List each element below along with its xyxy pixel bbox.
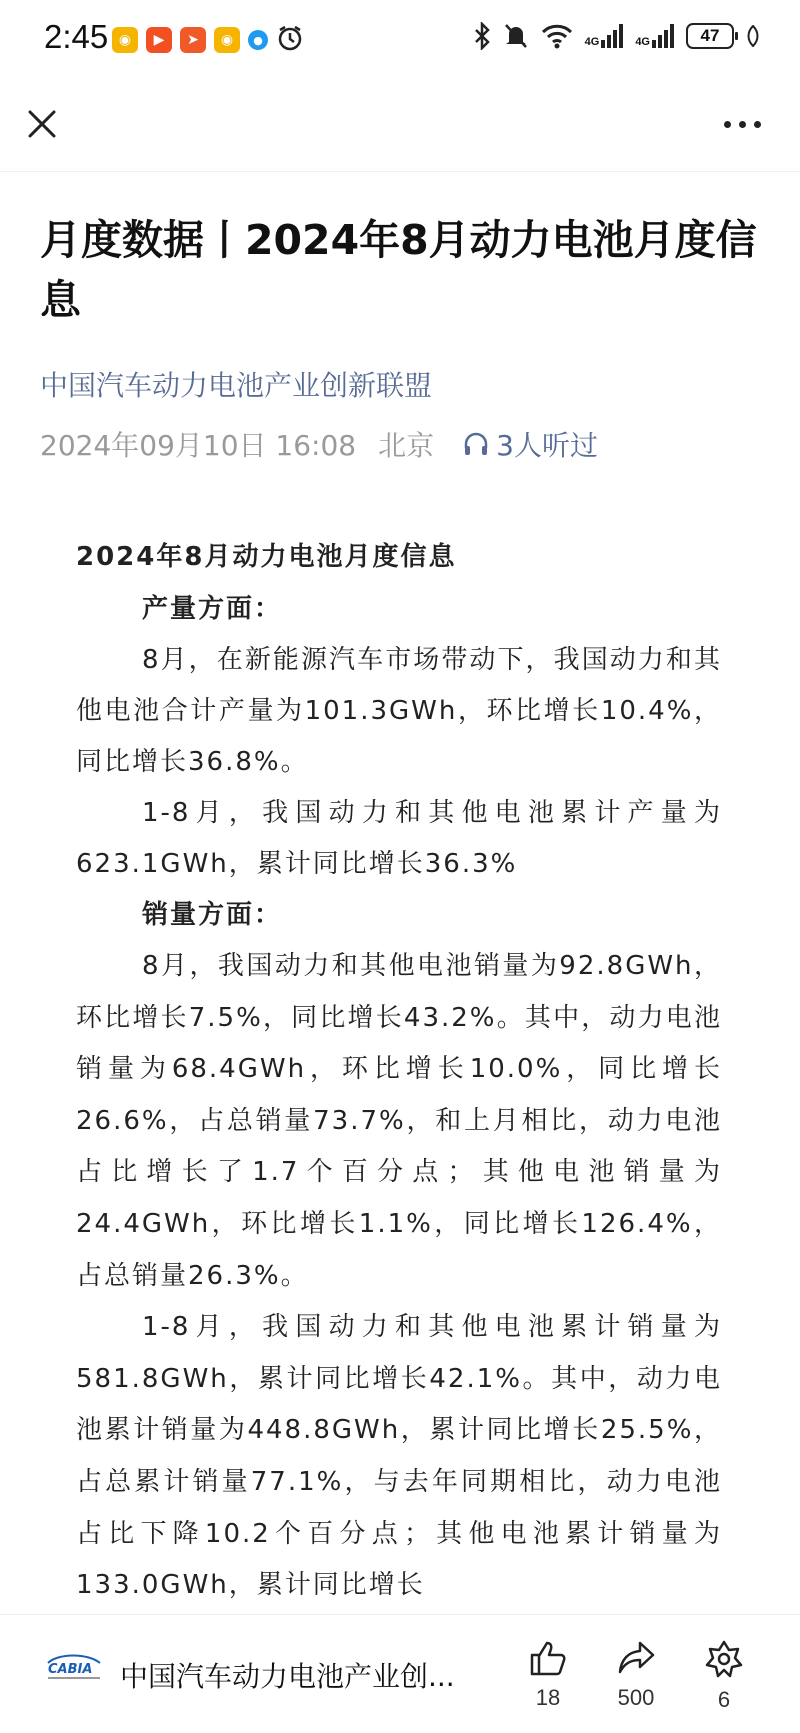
close-icon bbox=[22, 104, 62, 144]
status-time: 2:45 bbox=[44, 18, 109, 55]
status-bar bbox=[0, 0, 800, 80]
account-name[interactable]: 中国汽车动力电池产业创... bbox=[120, 1660, 455, 1693]
like-button[interactable] bbox=[518, 1639, 578, 1711]
dot bbox=[754, 121, 761, 128]
send-app-icon: ➤ bbox=[180, 27, 206, 53]
signal-1: 4G bbox=[585, 24, 624, 48]
thumbs-up-icon bbox=[528, 1639, 568, 1677]
mute-icon bbox=[503, 22, 529, 50]
battery-indicator: 47 bbox=[686, 23, 734, 49]
article-meta bbox=[40, 424, 598, 464]
notification-icons bbox=[112, 24, 304, 56]
signal-bars-icon bbox=[601, 24, 623, 48]
close-button[interactable] bbox=[22, 104, 62, 144]
system-icons bbox=[473, 22, 760, 50]
source-account-link[interactable]: 中国汽车动力电池产业创新联盟 bbox=[40, 369, 433, 402]
dot bbox=[724, 121, 731, 128]
listen-button[interactable] bbox=[462, 424, 598, 464]
body-heading: 2024年8月动力电池月度信息 bbox=[76, 542, 457, 572]
section-heading-sales: 销量方面： bbox=[142, 900, 283, 930]
listen-count: 3人听过 bbox=[496, 429, 598, 462]
top-nav-bar bbox=[0, 80, 800, 172]
video-app-icon: ▶ bbox=[146, 27, 172, 53]
more-options-button[interactable] bbox=[724, 114, 766, 134]
section-heading-production: 产量方面： bbox=[142, 594, 283, 624]
alarm-icon bbox=[276, 24, 304, 56]
recommend-button[interactable] bbox=[694, 1639, 754, 1713]
weibo-icon: ◉ bbox=[112, 27, 138, 53]
like-count: 18 bbox=[535, 1685, 561, 1710]
headphones-icon bbox=[462, 430, 490, 458]
account-logo[interactable] bbox=[44, 1651, 104, 1685]
bottom-action-bar bbox=[0, 1614, 800, 1733]
publish-date: 2024年09月10日 16:08 bbox=[40, 429, 357, 462]
paragraph: 1-8月，我国动力和其他电池累计产量为623.1GWh，累计同比增长36.3% bbox=[76, 798, 722, 879]
article-body bbox=[76, 530, 722, 1612]
paragraph: 8月，我国动力和其他电池销量为92.8GWh，环比增长7.5%，同比增长43.2%。其中，动力电池销量为68.4GWh，环比增长10.0%，同比增长26.6%，占总销量73.7%，和上月相比，动力电池占比增长了1.7个百分点；其他电池销量为24.4GWh，环比增长1.1%，同比增长126.4%，占总销量26.3%。 bbox=[76, 951, 722, 1291]
share-icon bbox=[616, 1639, 656, 1677]
logo-text: CABIA bbox=[48, 1662, 93, 1677]
leaf-icon bbox=[746, 25, 760, 47]
browser-icon: ● bbox=[248, 30, 268, 50]
signal-2: 4G bbox=[635, 24, 674, 48]
signal-bars-icon bbox=[652, 24, 674, 48]
recommend-icon bbox=[704, 1639, 744, 1679]
share-count: 500 bbox=[617, 1685, 655, 1710]
publish-location: 北京 bbox=[378, 429, 435, 462]
paragraph: 1-8月，我国动力和其他电池累计销量为581.8GWh，累计同比增长42.1%。其中，动力电池累计销量为448.8GWh，累计同比增长25.5%，占总累计销量77.1%，与去年同期相比，动力电池占比下降10.2个百分点；其他电池累计销量为133.0GWh，累计同比增长 bbox=[76, 1312, 722, 1601]
dot bbox=[739, 121, 746, 128]
paragraph: 8月，在新能源汽车市场带动下，我国动力和其他电池合计产量为101.3GWh，环比增长10.4%，同比增长36.8%。 bbox=[76, 645, 722, 777]
weibo-icon: ◉ bbox=[214, 27, 240, 53]
recommend-count: 6 bbox=[717, 1687, 731, 1712]
share-button[interactable] bbox=[606, 1639, 666, 1711]
article-title: 月度数据丨2024年8月动力电池月度信息 bbox=[40, 216, 757, 324]
bluetooth-icon bbox=[473, 22, 491, 50]
wifi-icon bbox=[541, 23, 573, 49]
